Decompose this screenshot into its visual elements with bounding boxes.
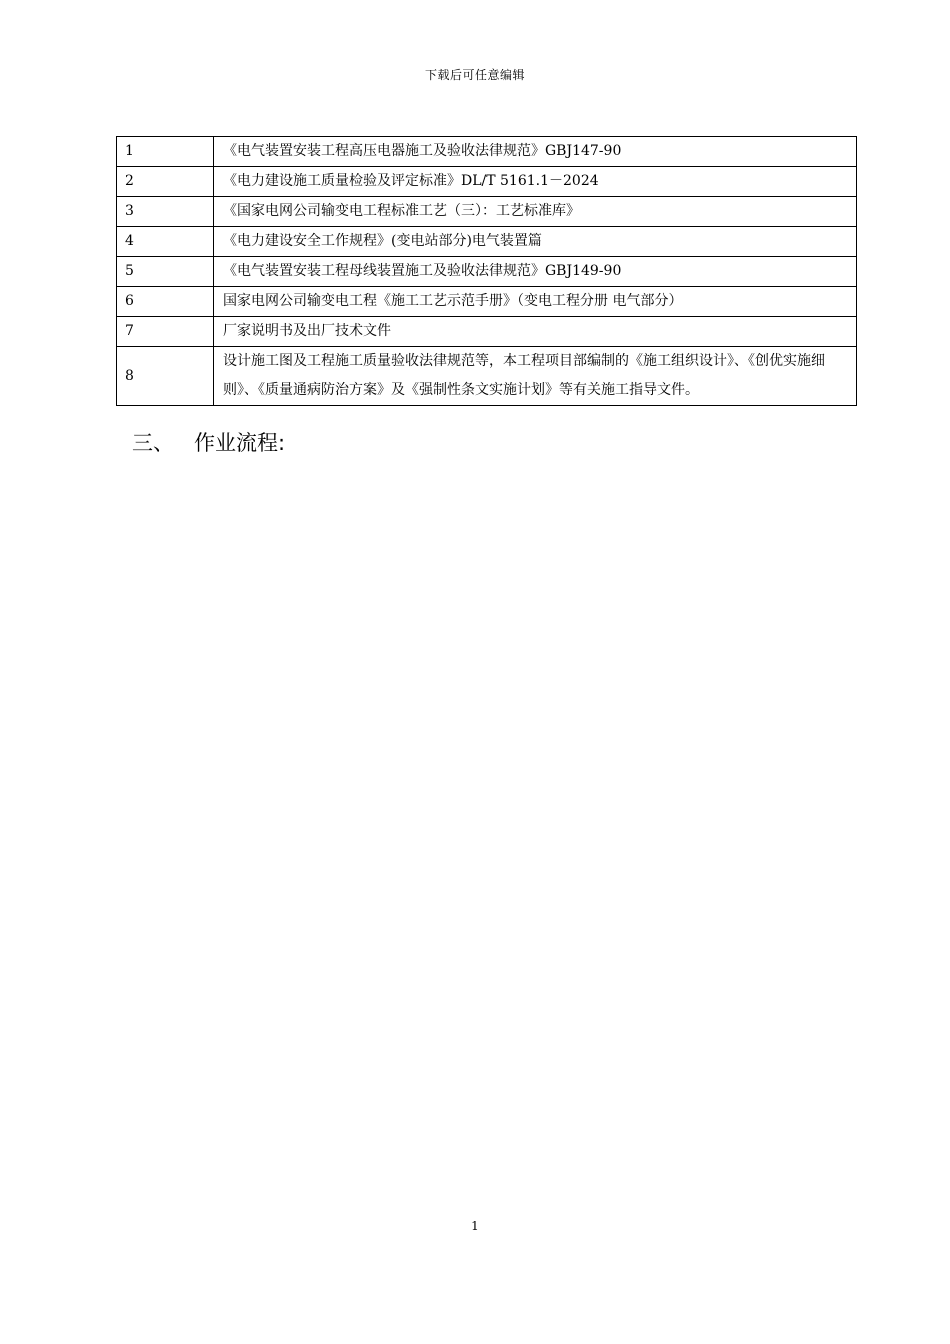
table-row (117, 317, 857, 347)
table-row (117, 287, 857, 317)
table-row (117, 257, 857, 287)
row-number: 3 (117, 197, 214, 227)
reference-text: 厂家说明书及出厂技术文件 (214, 317, 857, 347)
row-number: 7 (117, 317, 214, 347)
reference-text: 《电气装置安装工程高压电器施工及验收法律规范》GBJ147-90 (214, 137, 857, 167)
reference-text: 《国家电网公司输变电工程标准工艺（三）：工艺标准库》 (214, 197, 857, 227)
section-number: 三、 (132, 431, 174, 455)
page-header: 下载后可任意编辑 (424, 68, 525, 82)
reference-text: 设计施工图及工程施工质量验收法律规范等，本工程项目部编制的《施工组织设计》、《创优实施细则》、《质量通病防治方案》及《强制性条文实施计划》等有关施工指导文件。 (214, 347, 857, 406)
reference-text: 《电气装置安装工程母线装置施工及验收法律规范》GBJ149-90 (214, 257, 857, 287)
row-number: 6 (117, 287, 214, 317)
section-heading (132, 427, 285, 457)
row-number: 4 (117, 227, 214, 257)
table-row (117, 197, 857, 227)
reference-text: 国家电网公司输变电工程《施工工艺示范手册》（变电工程分册 电气部分） (214, 287, 857, 317)
row-number: 8 (117, 347, 214, 406)
row-number: 1 (117, 137, 214, 167)
row-number: 2 (117, 167, 214, 197)
page-number: 1 (471, 1219, 479, 1233)
row-number: 5 (117, 257, 214, 287)
reference-text: 《电力建设安全工作规程》(变电站部分)电气装置篇 (214, 227, 857, 257)
table-row (117, 347, 857, 406)
reference-table (116, 136, 857, 406)
table-row (117, 227, 857, 257)
table-row (117, 167, 857, 197)
section-title: 作业流程: (194, 431, 286, 455)
reference-text: 《电力建设施工质量检验及评定标准》DL/T 5161.1－2024 (214, 167, 857, 197)
table-row (117, 137, 857, 167)
